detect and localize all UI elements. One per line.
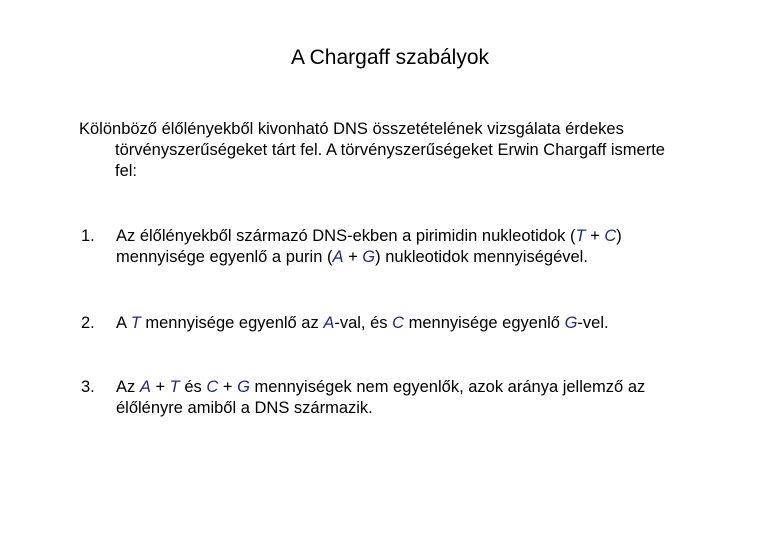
list-item-number: 1. xyxy=(81,227,95,245)
variable-c: C xyxy=(392,314,405,332)
intro-line-3: fel: xyxy=(115,162,138,180)
plus-sign: + xyxy=(343,248,363,266)
text-segment: mennyisége egyenlő a purin ( xyxy=(116,248,333,266)
variable-a: A xyxy=(139,378,151,396)
text-segment: mennyisége egyenlő az xyxy=(140,314,324,332)
variable-a: A xyxy=(332,248,344,266)
text-segment: A xyxy=(116,314,131,332)
variable-g: G xyxy=(362,248,376,266)
plus-sign: + xyxy=(150,378,170,396)
text-segment: ) nukleotidok mennyiségével. xyxy=(375,248,588,266)
text-segment: Az xyxy=(116,378,140,396)
list-item-line-2 xyxy=(116,247,736,268)
list-item-number: 3. xyxy=(81,378,95,396)
text-segment: mennyiségek nem egyenlők, azok aránya jellemző az xyxy=(249,378,646,396)
list-item-line-1 xyxy=(116,226,736,247)
variable-t: T xyxy=(169,378,180,396)
text-segment: ) xyxy=(616,227,622,245)
intro-line-2: törvényszerűségeket tárt fel. A törvényszerűségeket Erwin Chargaff ismerte xyxy=(115,141,665,159)
variable-t: T xyxy=(130,314,141,332)
variable-g: G xyxy=(237,378,250,396)
page-title: A Chargaff szabályok xyxy=(290,46,490,69)
variable-g: G xyxy=(564,314,578,332)
text-segment: Az élőlényekből származó DNS-ekben a pirimidin nukleotidok ( xyxy=(116,227,576,245)
list-item-text xyxy=(116,313,736,334)
list-item-line-2: élőlényre amiből a DNS származik. xyxy=(116,399,373,417)
plus-sign: + xyxy=(585,227,605,245)
variable-a: A xyxy=(323,314,335,332)
text-segment: -val, és xyxy=(334,314,393,332)
list-item-line-1 xyxy=(116,313,736,334)
list-item-line-1 xyxy=(116,377,736,398)
text-segment: -vel. xyxy=(577,314,609,332)
variable-c: C xyxy=(604,227,617,245)
variable-c: C xyxy=(206,378,219,396)
list-item-text xyxy=(116,226,736,268)
intro-paragraph xyxy=(79,119,739,182)
variable-t: T xyxy=(575,227,586,245)
text-segment: és xyxy=(179,378,207,396)
text-segment: mennyisége egyenlő xyxy=(404,314,565,332)
list-item-text xyxy=(116,377,736,419)
intro-line-1: Kölönböző élőlényekből kivonható DNS összetételének vizsgálata érdekes xyxy=(79,120,624,138)
plus-sign: + xyxy=(218,378,238,396)
list-item-number: 2. xyxy=(81,314,95,332)
